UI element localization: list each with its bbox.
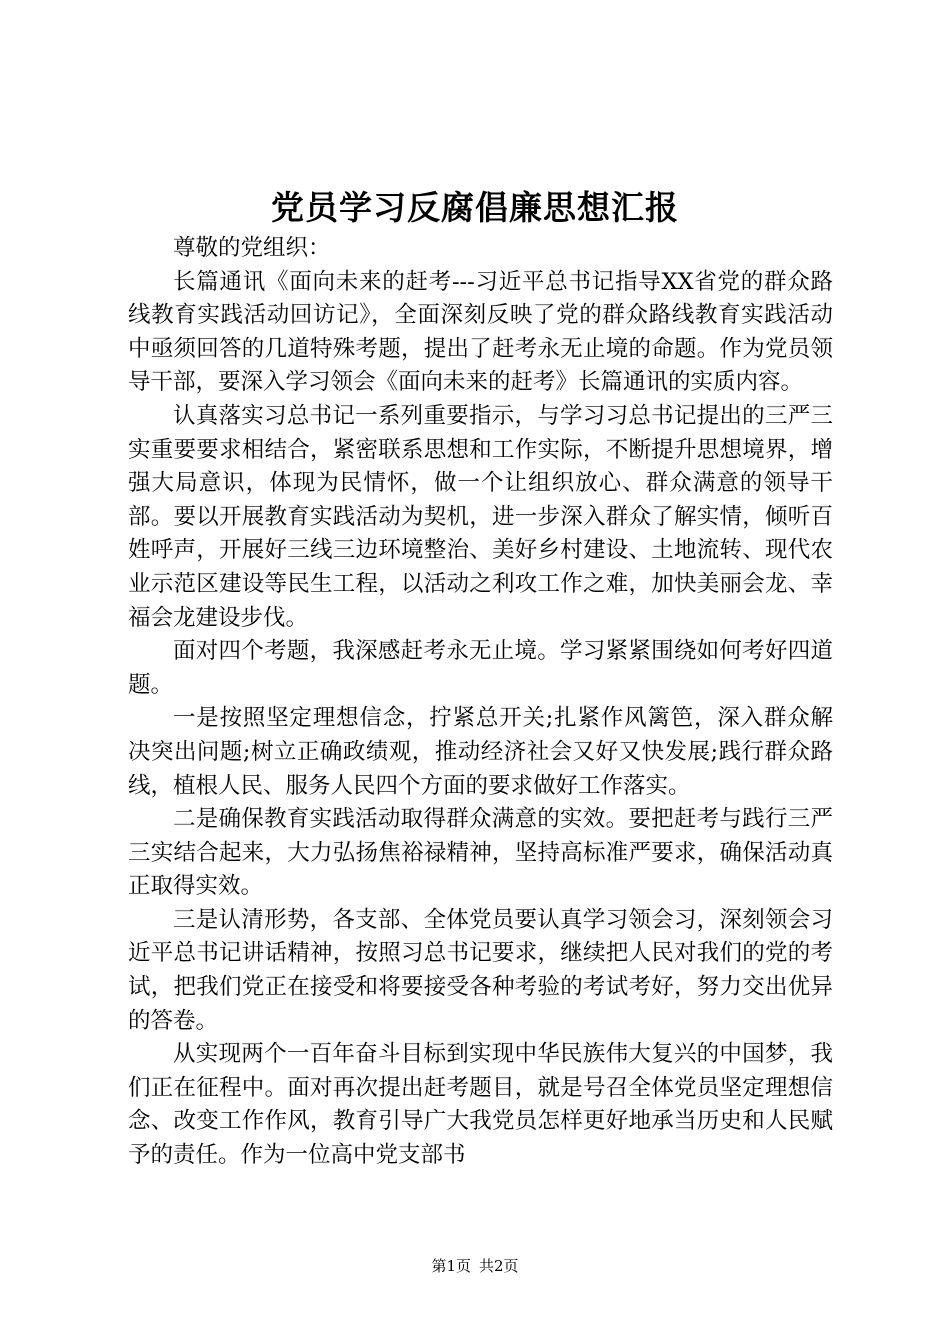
page-footer [0, 1256, 950, 1276]
paragraph: 二是确保教育实践活动取得群众满意的实效。要把赶考与践行三严三实结合起来，大力弘扬焦裕禄精神，坚持高标准严要求，确保活动真正取得实效。 [128, 806, 833, 900]
paragraph: 面对四个考题，我深感赶考永无止境。学习紧紧围绕如何考好四道题。 [128, 638, 833, 698]
document-body [128, 232, 833, 1173]
page-number: 第1页 [431, 1257, 471, 1275]
page-total: 共2页 [479, 1257, 519, 1275]
paragraph: 长篇通讯《面向未来的赶考---习近平总书记指导XX省党的群众路线教育实践活动回访记》，全面深刻反映了党的群众路线教育实践活动中亟须回答的几道特殊考题，提出了赶考永无止境的命题。作为党员领导干部，要深入学习领会《面向未来的赶考》长篇通讯的实质内容。 [128, 268, 833, 396]
salutation: 尊敬的党组织： [173, 235, 331, 261]
paragraph: 从实现两个一百年奋斗目标到实现中华民族伟大复兴的中国梦，我们正在征程中。面对再次提出赶考题目，就是号召全体党员坚定理想信念、改变工作作风，教育引导广大我党员怎样更好地承当历史和人民赋予的责任。作为一位高中党支部书 [128, 1041, 833, 1169]
paragraph: 一是按照坚定理想信念，拧紧总开关;扎紧作风篱笆，深入群众解决突出问题;树立正确政绩观，推动经济社会又好又快发展;践行群众路线，植根人民、服务人民四个方面的要求做好工作落实。 [128, 705, 833, 799]
paragraph: 认真落实习总书记一系列重要指示，与学习习总书记提出的三严三实重要要求相结合，紧密联系思想和工作实际，不断提升思想境界，增强大局意识，体现为民情怀，做一个让组织放心、群众满意的领导干部。要以开展教育实践活动为契机，进一步深入群众了解实情，倾听百姓呼声，开展好三线三边环境整治、美好乡村建设、土地流转、现代农业示范区建设等民生工程，以活动之利攻工作之难，加快美丽会龙、幸福会龙建设步伐。 [128, 402, 833, 631]
document-title: 党员学习反腐倡廉思想汇报 [271, 188, 679, 227]
paragraph: 三是认清形势，各支部、全体党员要认真学习领会习，深刻领会习近平总书记讲话精神，按照习总书记要求，继续把人民对我们的党的考试，把我们党正在接受和将要接受各种考验的考试考好，努力交出优异的答卷。 [128, 906, 833, 1034]
